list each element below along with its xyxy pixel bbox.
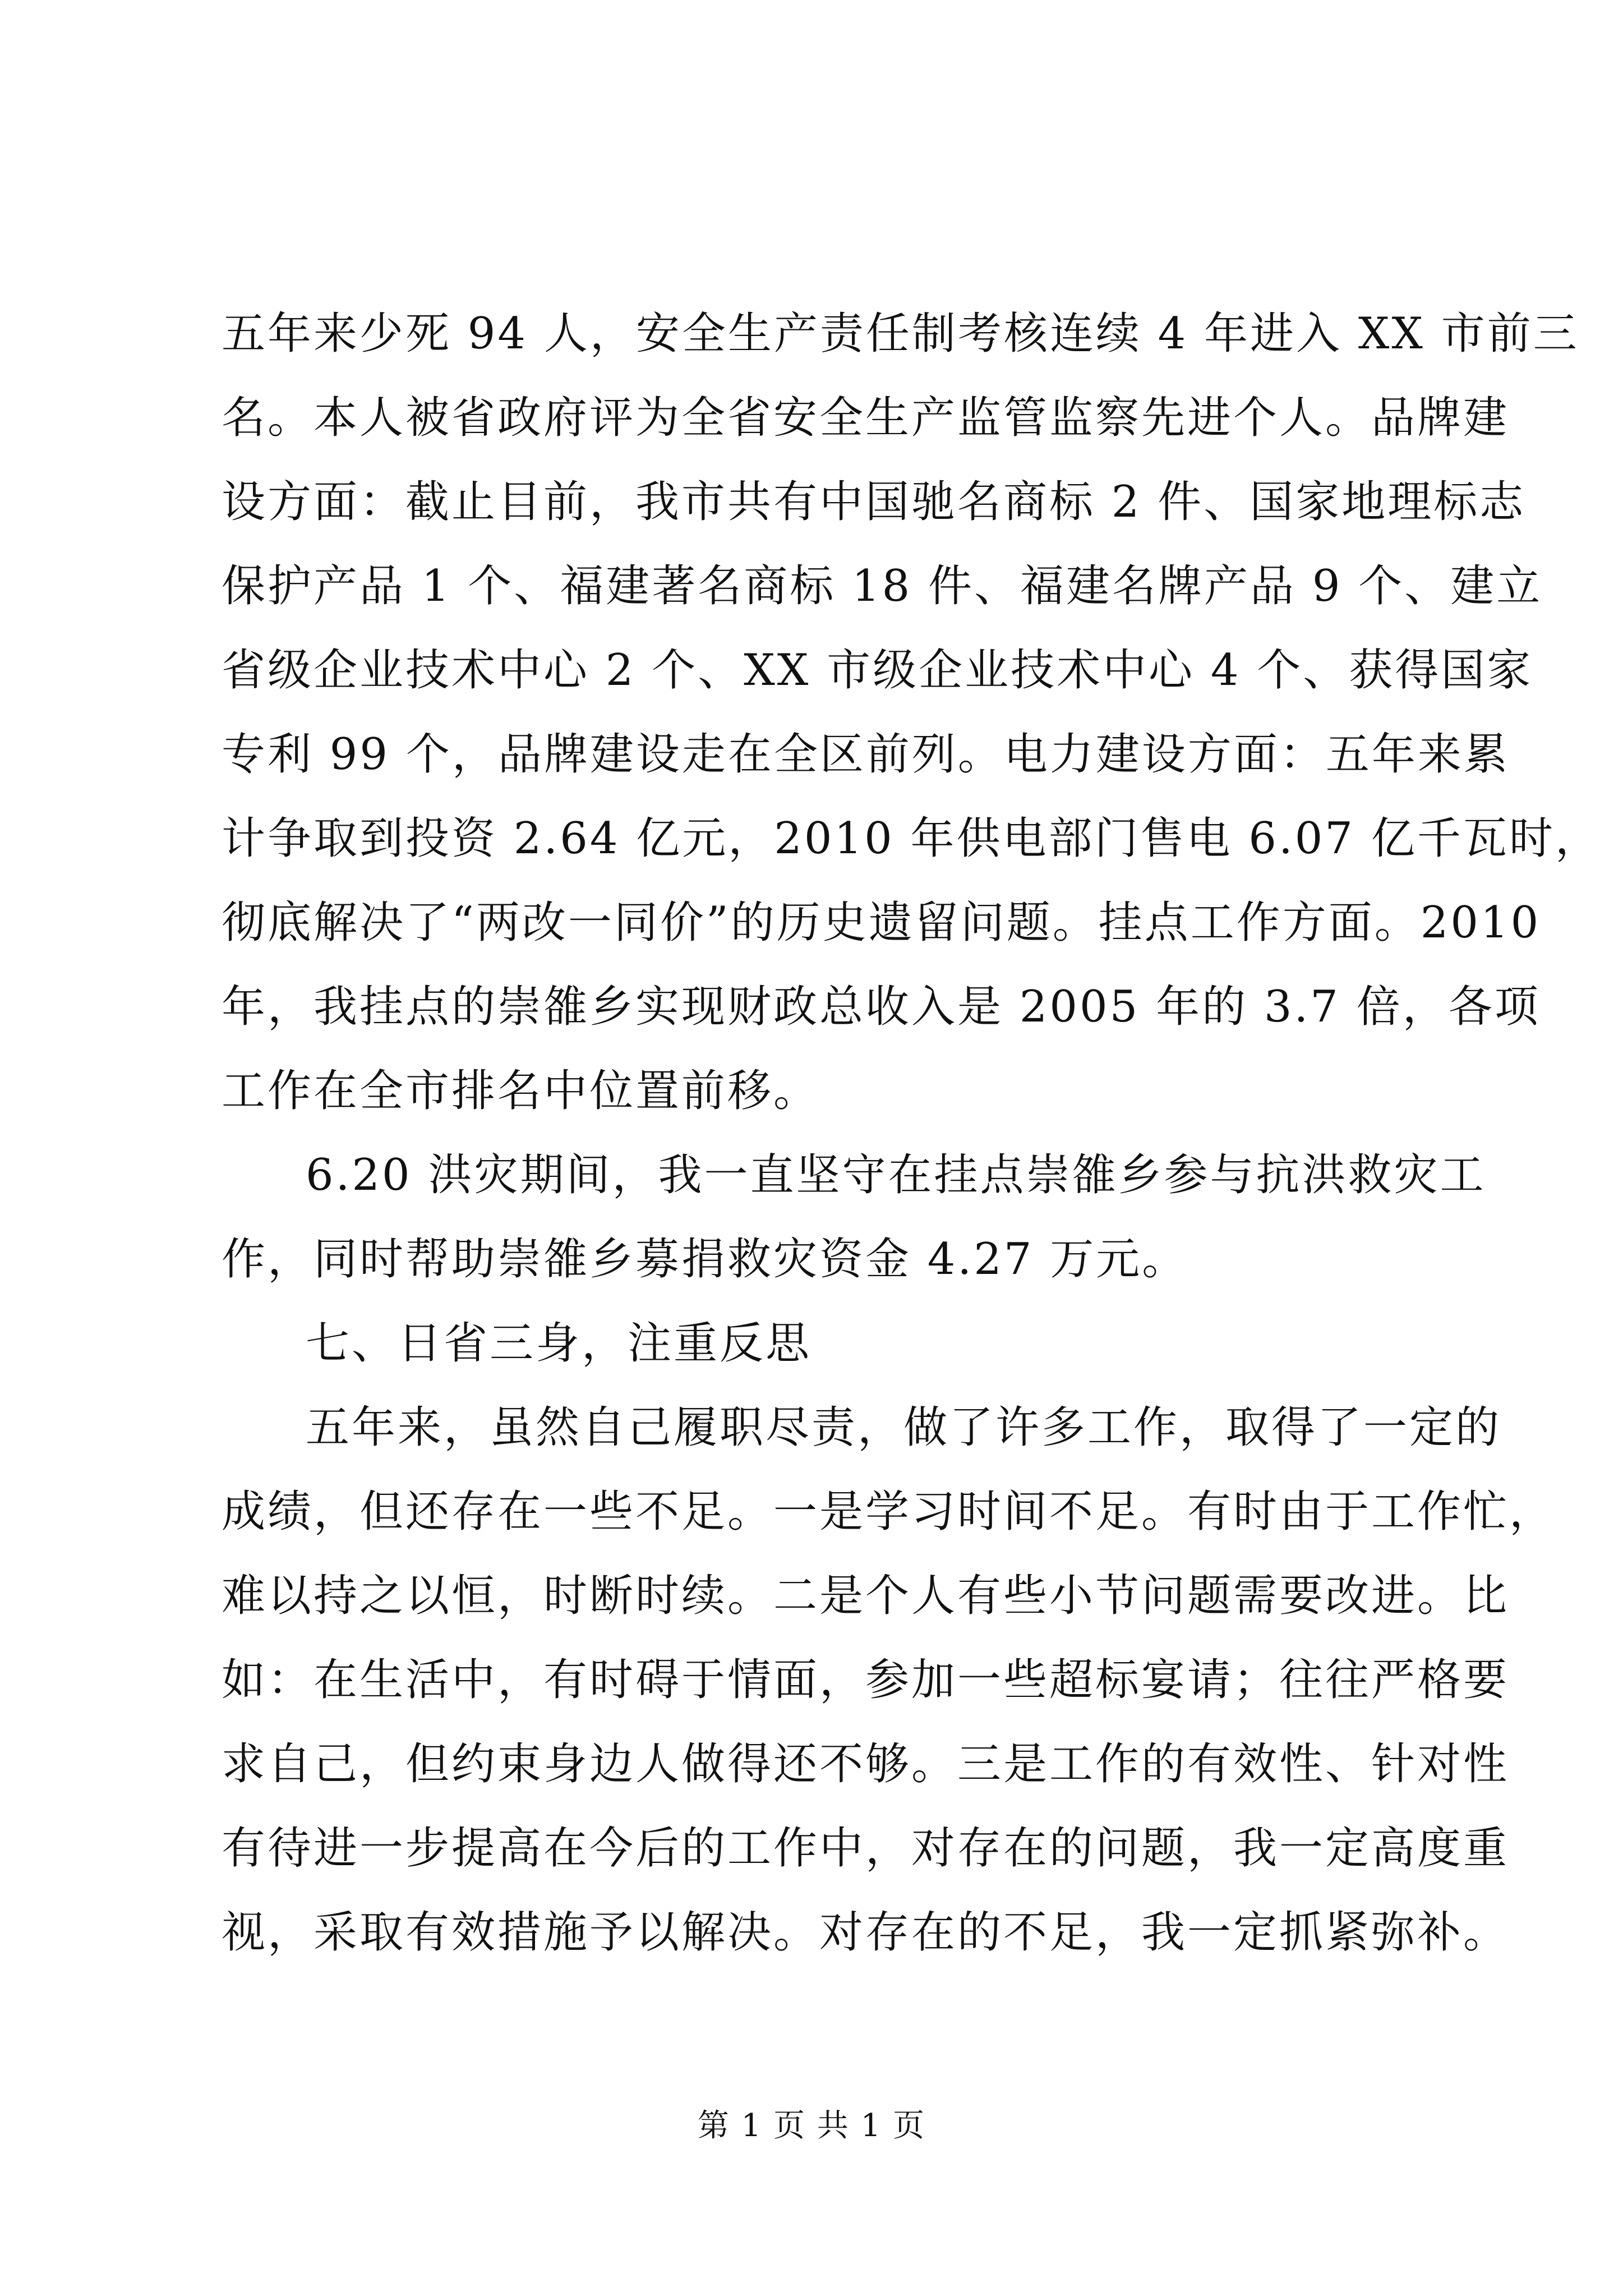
page-footer: 第 1 页 共 1 页 [697, 2108, 926, 2144]
paragraph-1-line-4: 保护产品 1 个、福建著名商标 18 件、福建名牌产品 9 个、建立 [222, 561, 1543, 611]
paragraph-1-line-3: 设方面：截止目前，我市共有中国驰名商标 2 件、国家地理标志 [222, 477, 1526, 527]
paragraph-2-line-1: 6.20 洪灾期间，我一直坚守在挂点崇雒乡参与抗洪救灾工 [306, 1150, 1486, 1200]
paragraph-1-line-6: 专利 99 个，品牌建设走在全区前列。电力建设方面：五年来累 [222, 729, 1510, 780]
paragraph-1-line-5: 省级企业技术中心 2 个、XX 市级企业技术中心 4 个、获得国家 [222, 645, 1533, 696]
section-heading: 七、日省三身，注重反思 [306, 1318, 812, 1369]
paragraph-4-line-6: 有待进一步提高在今后的工作中，对存在的问题，我一定高度重 [222, 1823, 1510, 1874]
paragraph-1-line-2: 名。本人被省政府评为全省安全生产监管监察先进个人。品牌建 [222, 393, 1510, 443]
paragraph-1-line-1: 五年来少死 94 人，安全生产责任制考核连续 4 年进入 XX 市前三 [222, 309, 1579, 359]
paragraph-2-line-2: 作，同时帮助崇雒乡募捐救灾资金 4.27 万元。 [222, 1234, 1188, 1285]
paragraph-1-line-10: 工作在全市排名中位置前移。 [222, 1066, 820, 1116]
paragraph-1-line-9: 年，我挂点的崇雒乡实现财政总收入是 2005 年的 3.7 倍，各项 [222, 982, 1541, 1032]
paragraph-4-line-1: 五年来，虽然自己履职尽责，做了许多工作，取得了一定的 [306, 1402, 1502, 1453]
paragraph-4-line-5: 求自己，但约束身边人做得还不够。三是工作的有效性、针对性 [222, 1739, 1510, 1789]
paragraph-4-line-4: 如：在生活中，有时碍于情面，参加一些超标宴请；往往严格要 [222, 1655, 1510, 1705]
paragraph-1-line-7: 计争取到投资 2.64 亿元，2010 年供电部门售电 6.07 亿千瓦时， [222, 813, 1601, 864]
paragraph-4-line-3: 难以持之以恒，时断时续。二是个人有些小节问题需要改进。比 [222, 1571, 1510, 1621]
paragraph-4-line-2: 成绩，但还存在一些不足。一是学习时间不足。有时由于工作忙， [222, 1487, 1556, 1537]
paragraph-4-line-7: 视，采取有效措施予以解决。对存在的不足，我一定抓紧弥补。 [222, 1907, 1510, 1958]
paragraph-1-line-8: 彻底解决了“两改一同价”的历史遗留问题。挂点工作方面。2010 [222, 898, 1541, 948]
